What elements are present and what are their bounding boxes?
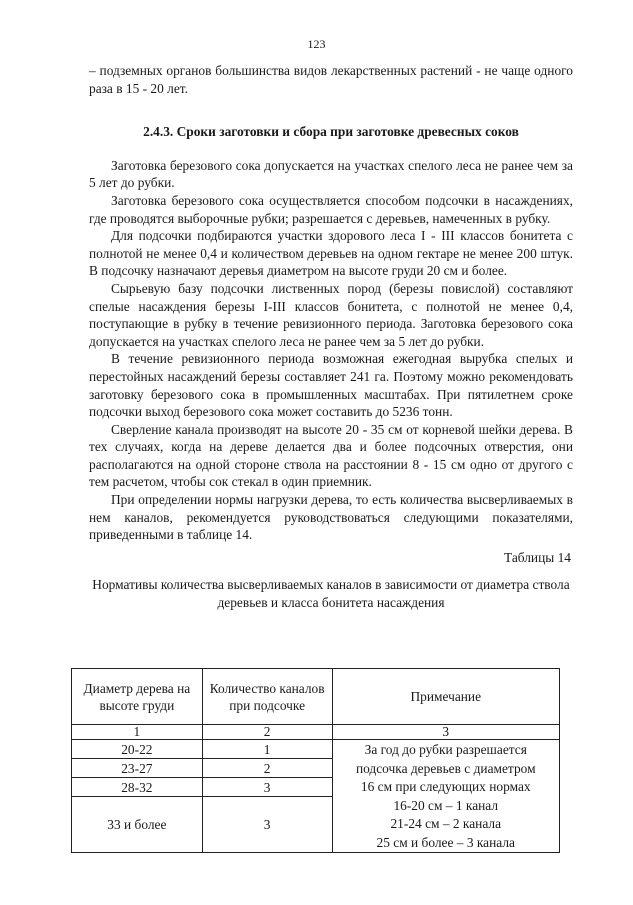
channels-cell: 3 [202,797,332,853]
column-number: 1 [72,725,203,740]
note-line: 21-24 см – 2 канала [390,816,502,831]
diameter-cell: 20-22 [72,740,203,759]
note-line: 25 см и более – 3 канала [376,834,515,850]
diameter-cell: 23-27 [72,759,203,778]
column-number: 3 [332,725,559,740]
section-heading: 2.4.3. Сроки заготовки и сбора при заготовке древесных соков [143,124,519,140]
paragraph: В течение ревизионного периода возможная ежегодная вырубка спелых и перестойных насаждений березы составляет 241 га. Поэтому можно рекомендовать заготовку березового сока в промышленных масштабах. При пятилетнем сроке подсочки выход березового сока может составить до 5236 тонн. [89,351,573,420]
paragraph: Сверление канала производят на высоте 20 - 35 см от корневой шейки дерева. В тех случаях, когда на дереве делается два и более подсочных отверстия, они располагаются на одной стороне ствола на расстоянии 8 - 15 см одно от другого с тем расчетом, чтобы сок стекал в один приемник. [89,421,573,490]
note-line: 16 см при следующих нормах [360,779,531,794]
header-channels: Количество каналов при подсочке [202,669,332,725]
paragraph: При определении нормы нагрузки дерева, то есть количества высверливаемых в нем каналов, рекомендуется руководствоваться следующими показателями, приведенными в таблице 14. [89,492,573,543]
note-cell [332,740,559,853]
note-line: 16-20 см – 1 канал [393,797,499,813]
page-number: 123 [307,37,326,51]
note-line: За год до рубки разрешается [364,742,527,757]
paragraph: Заготовка березового сока осуществляется способом подсочки в насаждениях, где проводятся выборочные рубки; разрешается с деревьев, намеченных в рубку. [89,192,573,226]
paragraph: Сырьевую базу подсочки лиственных пород (березы повислой) составляют спелые насаждения березы I-III классов бонитета, с полнотой не менее 0,4, поступающие в рубку в течение ревизионного периода. Заготовка березового сока допускается на участках спелого леса не ранее чем за 5 лет до рубки. [89,280,573,349]
intro-paragraph: – подземных органов большинства видов лекарственных растений - не чаще одного раза в 15 - 20 лет. [89,63,573,96]
column-number: 2 [202,725,332,740]
diameter-cell: 28-32 [72,778,203,797]
table-row [72,740,560,759]
channels-cell: 1 [202,740,332,759]
table-column-number-row [72,725,560,740]
document-body [89,62,573,618]
table-caption: Нормативы количества высверливаемых каналов в зависимости от диаметра ствола деревьев и класса бонитета насаждения [92,577,570,611]
norms-table [71,668,560,853]
diameter-cell: 33 и более [72,797,203,853]
channels-cell: 2 [202,759,332,778]
table-label: Таблицы 14 [503,549,571,565]
note-line: подсочка деревьев с диаметром [355,760,536,776]
paragraph: Заготовка березового сока допускается на участках спелого леса не ранее чем за 5 лет до рубки. [89,157,573,191]
header-diameter: Диаметр дерева на высоте груди [72,669,203,725]
table-header-row [72,669,560,725]
channels-cell: 3 [202,778,332,797]
header-note: Примечание [332,669,559,725]
paragraph: Для подсочки подбираются участки здорового леса I - III классов бонитета с полнотой не менее 0,4 и количеством деревьев на одном гектаре не менее 200 штук. В подсочку назначают деревья диаметром на высоте груди 20 см и более. [89,228,573,279]
